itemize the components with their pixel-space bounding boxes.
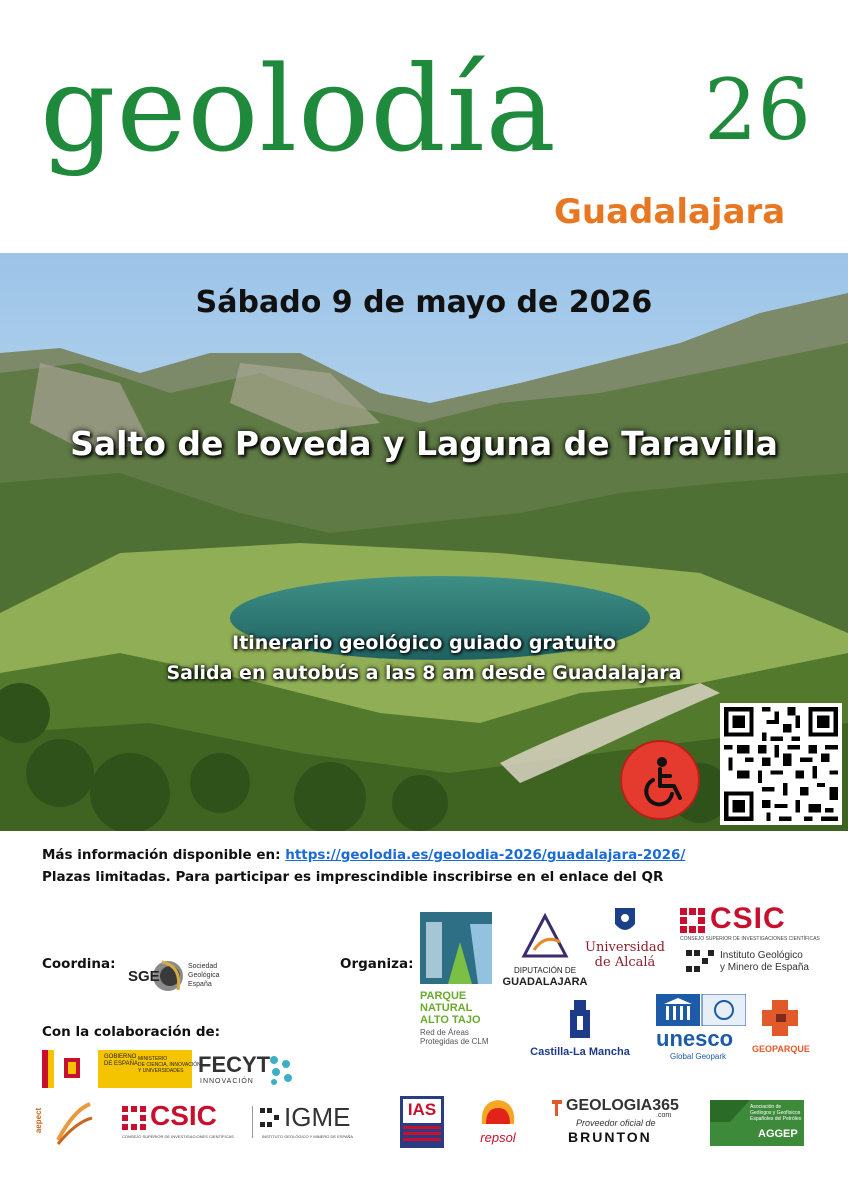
- event-bus-info: Salida en autobús a las 8 am desde Guadalajara: [166, 662, 682, 684]
- sge-name-2: Geológica: [188, 972, 220, 979]
- repsol-emblem-icon: [476, 1096, 520, 1128]
- logo-divider: [252, 1106, 253, 1138]
- gobierno-line2: DE ESPAÑA: [104, 1061, 138, 1067]
- aggep-name: AGGEP: [758, 1128, 798, 1140]
- aepect-emblem-icon: [54, 1100, 94, 1146]
- igme-logo: [686, 948, 816, 978]
- csic-igme-logo: [122, 1100, 372, 1144]
- parque-sub1: Red de Áreas: [420, 1028, 469, 1037]
- wheelchair-accessible-icon: [620, 740, 700, 820]
- brand-wordmark: geolodía: [40, 40, 557, 178]
- unesco-name: unesco: [656, 1026, 734, 1051]
- parque-line2: NATURAL: [420, 1002, 473, 1014]
- aggep-line1: Asociación de: [750, 1104, 782, 1110]
- ias-name: IAS: [407, 1100, 437, 1119]
- igme-line1: Instituto Geológico: [720, 950, 803, 961]
- organiza-label: Organiza:: [340, 956, 414, 972]
- csic2-name: CSIC: [150, 1100, 217, 1131]
- coordina-label: Coordina:: [42, 956, 116, 972]
- geolodia-logo: [40, 40, 820, 240]
- csic-name: CSIC: [710, 902, 786, 935]
- info-link[interactable]: https://geolodia.es/geolodia-2026/guadalajara-2026/: [285, 847, 686, 863]
- diputacion-line1: DIPUTACIÓN DE: [513, 966, 577, 975]
- city-name: Guadalajara: [554, 192, 786, 232]
- gobierno-line1: GOBIERNO: [104, 1054, 137, 1060]
- clm-emblem-icon: [568, 1000, 592, 1040]
- spain-coat-of-arms-icon: [42, 1050, 98, 1088]
- diputacion-emblem-icon: [520, 912, 570, 962]
- unesco-sub: Global Geopark: [670, 1052, 727, 1061]
- colaboracion-label: Con la colaboración de:: [42, 1024, 221, 1040]
- uah-line1: Universidad: [585, 940, 665, 955]
- parque-emblem-icon: [420, 912, 492, 984]
- csic-sub: CONSEJO SUPERIOR DE INVESTIGACIONES CIENTÍFICAS: [680, 936, 820, 942]
- geoparque-logo: [752, 996, 816, 1062]
- event-itinerary: Itinerario geológico guiado gratuito: [232, 632, 616, 654]
- aepect-name: aepect: [34, 1107, 44, 1134]
- geologia365-sub2: Proveedor oficial de: [576, 1118, 656, 1128]
- uah-shield-icon: [612, 906, 638, 938]
- ministerio-logo: [42, 1050, 201, 1088]
- unesco-emblem-icon: [656, 994, 746, 1026]
- castilla-la-mancha-logo: [530, 1000, 630, 1062]
- sge-logo: [128, 952, 228, 1004]
- repsol-logo: [470, 1096, 526, 1148]
- ministerio-line3: MINISTERIO: [138, 1056, 168, 1062]
- aggep-line2: Geólogos y Geofísicos: [750, 1110, 801, 1116]
- igme2-name: IGME: [284, 1102, 351, 1132]
- geoparque-name: GEOPARQUE: [752, 1044, 810, 1054]
- clm-name: Castilla-La Mancha: [530, 1046, 630, 1058]
- repsol-name: repsol: [480, 1130, 516, 1145]
- parque-line3: ALTO TAJO: [420, 1014, 481, 1026]
- geologia365-hammer-icon: [550, 1098, 564, 1116]
- parque-sub2: Protegidas de CLM: [420, 1037, 489, 1046]
- parque-line1: PARQUE: [420, 990, 467, 1002]
- fecyt-dots-icon: [268, 1054, 294, 1086]
- sge-abbr: SGE: [128, 968, 160, 985]
- sge-name-1: Sociedad: [188, 963, 218, 970]
- igme2-emblem-icon: [260, 1108, 282, 1130]
- limited-places-text: Plazas limitadas. Para participar es imprescindible inscribirse en el enlace del QR: [42, 869, 664, 885]
- csic-emblem-icon: [680, 908, 706, 934]
- fecyt-sub: INNOVACIÓN: [200, 1078, 254, 1085]
- ministerio-line5: Y UNIVERSIDADES: [138, 1068, 184, 1074]
- ias-logo: [400, 1096, 444, 1148]
- igme-emblem-icon: [686, 950, 714, 974]
- more-info-line: [42, 847, 685, 863]
- geologia365-sub3: BRUNTON: [568, 1129, 652, 1145]
- csic2-sub: CONSEJO SUPERIOR DE INVESTIGACIONES CIENTÍFICAS: [122, 1134, 234, 1139]
- aggep-line3: Españoles del Petróleo: [750, 1116, 802, 1122]
- igme-line2: y Minero de España: [720, 962, 809, 973]
- more-info-label: Más información disponible en:: [42, 847, 281, 863]
- geologia365-name: GEOLOGIA365: [566, 1097, 679, 1114]
- fecyt-logo: [198, 1052, 298, 1088]
- diputacion-line2: GUADALAJARA: [502, 976, 588, 988]
- igme2-sub: INSTITUTO GEOLÓGICO Y MINERO DE ESPAÑA: [262, 1134, 354, 1139]
- csic2-emblem-icon: [122, 1106, 146, 1130]
- geoparque-emblem-icon: [760, 996, 800, 1040]
- geologia365-sub1: .com: [656, 1112, 672, 1119]
- qr-code[interactable]: [720, 703, 842, 825]
- uah-logo: [582, 906, 668, 978]
- diputacion-guadalajara-logo: [502, 912, 588, 992]
- fecyt-name: FECYT: [198, 1052, 271, 1077]
- sge-name-3: España: [188, 981, 212, 988]
- event-place: Salto de Poveda y Laguna de Taravilla: [70, 424, 778, 463]
- unesco-geopark-logo: [656, 994, 748, 1062]
- event-date: Sábado 9 de mayo de 2026: [195, 285, 653, 320]
- ministerio-line4: DE CIENCIA, INNOVACIÓN: [138, 1062, 201, 1068]
- uah-line2: de Alcalá: [594, 955, 656, 970]
- aggep-logo: [710, 1100, 804, 1146]
- geologia365-logo: [550, 1098, 680, 1146]
- edition-number: 26: [704, 61, 811, 159]
- aepect-logo: [34, 1096, 96, 1150]
- csic-logo: [680, 902, 820, 946]
